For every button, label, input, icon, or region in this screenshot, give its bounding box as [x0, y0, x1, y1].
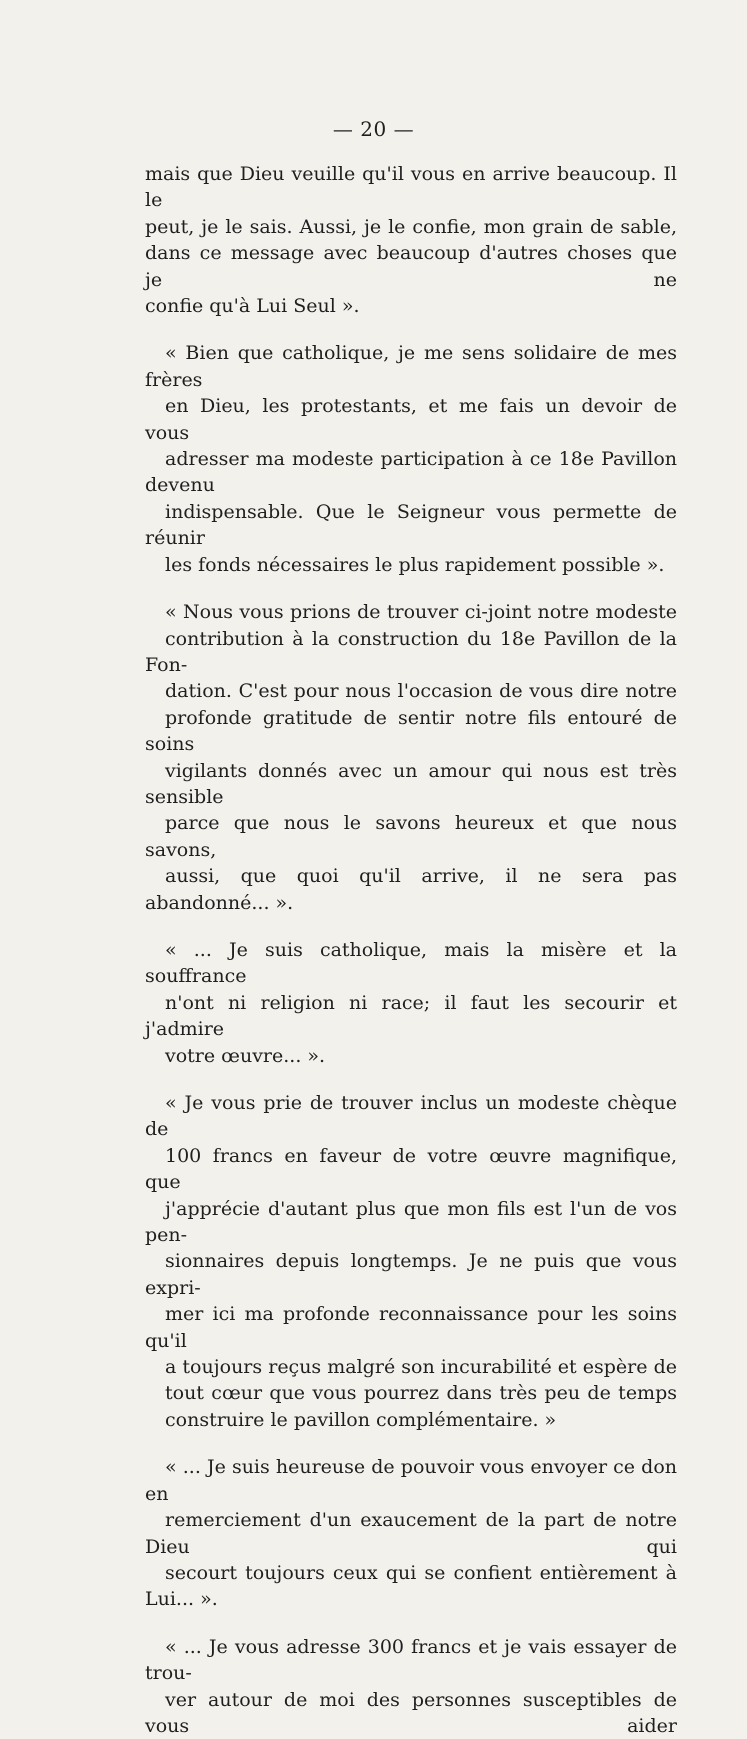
text-line: sionnaires depuis longtemps. Je ne puis que vous expri- — [145, 1250, 677, 1299]
text-line: peut, je le sais. Aussi, je le confie, mon grain de sable, — [145, 215, 677, 238]
text-line: parce que nous le savons heureux et que nous savons, — [145, 812, 677, 861]
paragraph-1 — [145, 161, 677, 319]
text-line: vigilants donnés avec un amour qui nous est très sensible — [145, 759, 677, 808]
paragraph-7 — [145, 1634, 677, 1739]
paragraph-4 — [145, 937, 677, 1069]
text-line: mais que Dieu veuille qu'il vous en arrive beaucoup. Il le — [145, 163, 677, 212]
paragraph-3 — [145, 599, 677, 916]
text-line: 100 francs en faveur de votre œuvre magnifique, que — [145, 1144, 677, 1194]
text-line: aussi, que quoi qu'il arrive, il ne sera pas abandonné... ». — [145, 865, 677, 914]
text-line: j'apprécie d'autant plus que mon fils est l'un de vos pen- — [145, 1197, 677, 1247]
text-line: « ... Je suis heureuse de pouvoir vous envoyer ce don en — [145, 1456, 677, 1505]
text-line: « Bien que catholique, je me sens solidaire de mes frères — [145, 342, 677, 391]
text-line: votre œuvre... ». — [165, 1044, 326, 1067]
text-line: ver autour de moi des personnes susceptibles de vous aider — [145, 1688, 677, 1737]
text-line: indispensable. Que le Seigneur vous permette de réunir — [145, 500, 677, 550]
paragraph-6 — [145, 1454, 677, 1612]
text-line: confie qu'à Lui Seul ». — [145, 295, 360, 318]
paragraph-5 — [145, 1090, 677, 1433]
text-line: n'ont ni religion ni race; il faut les secourir et j'admire — [145, 991, 677, 1041]
text-line: tout cœur que vous pourrez dans très peu de temps — [165, 1382, 677, 1405]
text-line: construire le pavillon complémentaire. » — [165, 1408, 557, 1431]
text-line: « ... Je suis catholique, mais la misère et la souffrance — [145, 938, 677, 988]
text-line: a toujours reçus malgré son incurabilité et espère de — [165, 1356, 677, 1379]
page-number: — 20 — — [332, 117, 415, 141]
text-line: secourt toujours ceux qui se confient entièrement à Lui... ». — [145, 1561, 677, 1611]
text-line: adresser ma modeste participation à ce 18e Pavillon devenu — [145, 448, 677, 497]
paragraph-2 — [145, 340, 677, 578]
text-line: dation. C'est pour nous l'occasion de vous dire notre — [165, 680, 677, 703]
text-line: « Je vous prie de trouver inclus un modeste chèque de — [145, 1092, 677, 1141]
text-line: en Dieu, les protestants, et me fais un devoir de vous — [145, 395, 677, 444]
text-line: « ... Je vous adresse 300 francs et je vais essayer de trou- — [145, 1635, 677, 1685]
text-line: profonde gratitude de sentir notre fils entouré de soins — [145, 706, 677, 756]
text-line: « Nous vous prions de trouver ci-joint notre modeste — [165, 601, 677, 624]
text-line: dans ce message avec beaucoup d'autres choses que je ne — [145, 242, 677, 291]
text-line: mer ici ma profonde reconnaissance pour les soins qu'il — [145, 1303, 677, 1352]
text-line: contribution à la construction du 18e Pavillon de la Fon- — [145, 627, 677, 676]
text-line: les fonds nécessaires le plus rapidement possible ». — [165, 553, 665, 576]
text-line: remerciement d'un exaucement de la part de notre Dieu qui — [145, 1509, 677, 1558]
body-text — [145, 161, 677, 1739]
